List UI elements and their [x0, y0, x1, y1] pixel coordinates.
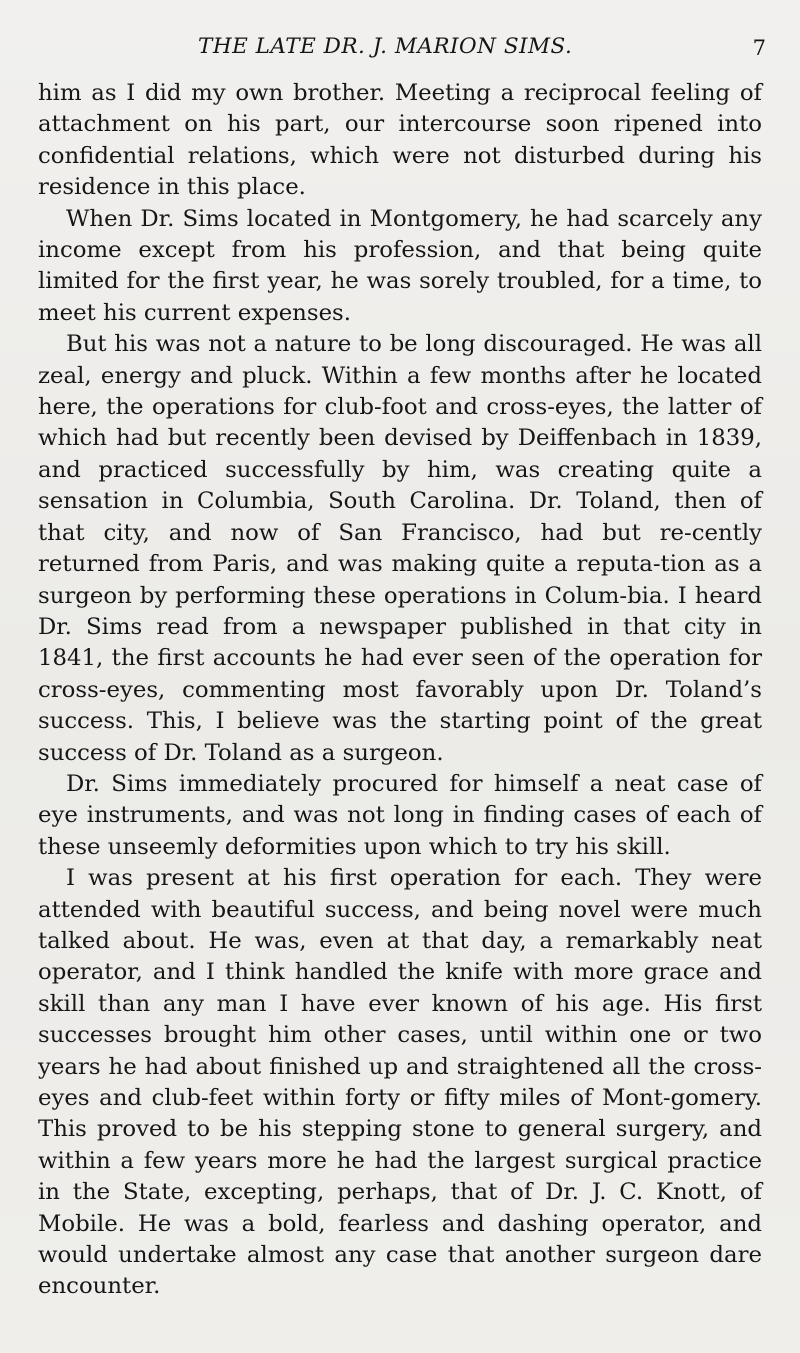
page-header — [0, 34, 800, 64]
paragraph-montgomery: When Dr. Sims located in Montgomery, he had scarcely any income except from his profession, and that being quite limited for the first year, he was sorely troubled, for a time, to meet his current expenses. — [38, 205, 762, 326]
paragraph-continuation: him as I did my own brother. Meeting a reciprocal feeling of attachment on his part, our intercourse soon ripened into confidential relations, which were not disturbed during his residence in this place. — [38, 80, 762, 201]
page-number: 7 — [752, 36, 766, 60]
paragraph-operations: But his was not a nature to be long discouraged. He was all zeal, energy and pluck. Within a few months after he located here, the operations for club-foot and cross-eyes, the latter of which had but recently been devised by Deiffenbach in 1839, and practiced successfully by him, was creating quite a sensation in Columbia, South Carolina. Dr. Toland, then of that city, and now of San Francisco, had but re-cently returned from Paris, and was making quite a reputa-tion as a surgeon by performing these operations in Colum-bia. I heard Dr. Sims read from a newspaper published in that city in 1841, the first accounts he had ever seen of the operation for cross-eyes, commenting most favorably upon Dr. Toland’s success. This, I believe was the starting point of the great success of Dr. Toland as a surgeon. — [38, 331, 762, 766]
running-head: THE LATE DR. J. MARION SIMS. — [198, 34, 573, 59]
body-text — [38, 78, 762, 1303]
paragraph-first-operation: I was present at his first operation for each. They were attended with beautiful success, and being novel were much talked about. He was, even at that day, a remarkably neat operator, and I think handled the knife with more grace and skill than any man I have ever known of his age. His first successes brought him other cases, until within one or two years he had about finished up and straightened all the cross-eyes and club-feet within forty or fifty miles of Mont-gomery. This proved to be his stepping stone to general surgery, and within a few years more he had the largest surgical practice in the State, excepting, perhaps, that of Dr. J. C. Knott, of Mobile. He was a bold, fearless and dashing operator, and would undertake almost any case that another surgeon dare encounter. — [38, 865, 762, 1300]
paragraph-eye-instruments: Dr. Sims immediately procured for himself a neat case of eye instruments, and was not long in finding cases of each of these unseemly deformities upon which to try his skill. — [38, 770, 762, 860]
